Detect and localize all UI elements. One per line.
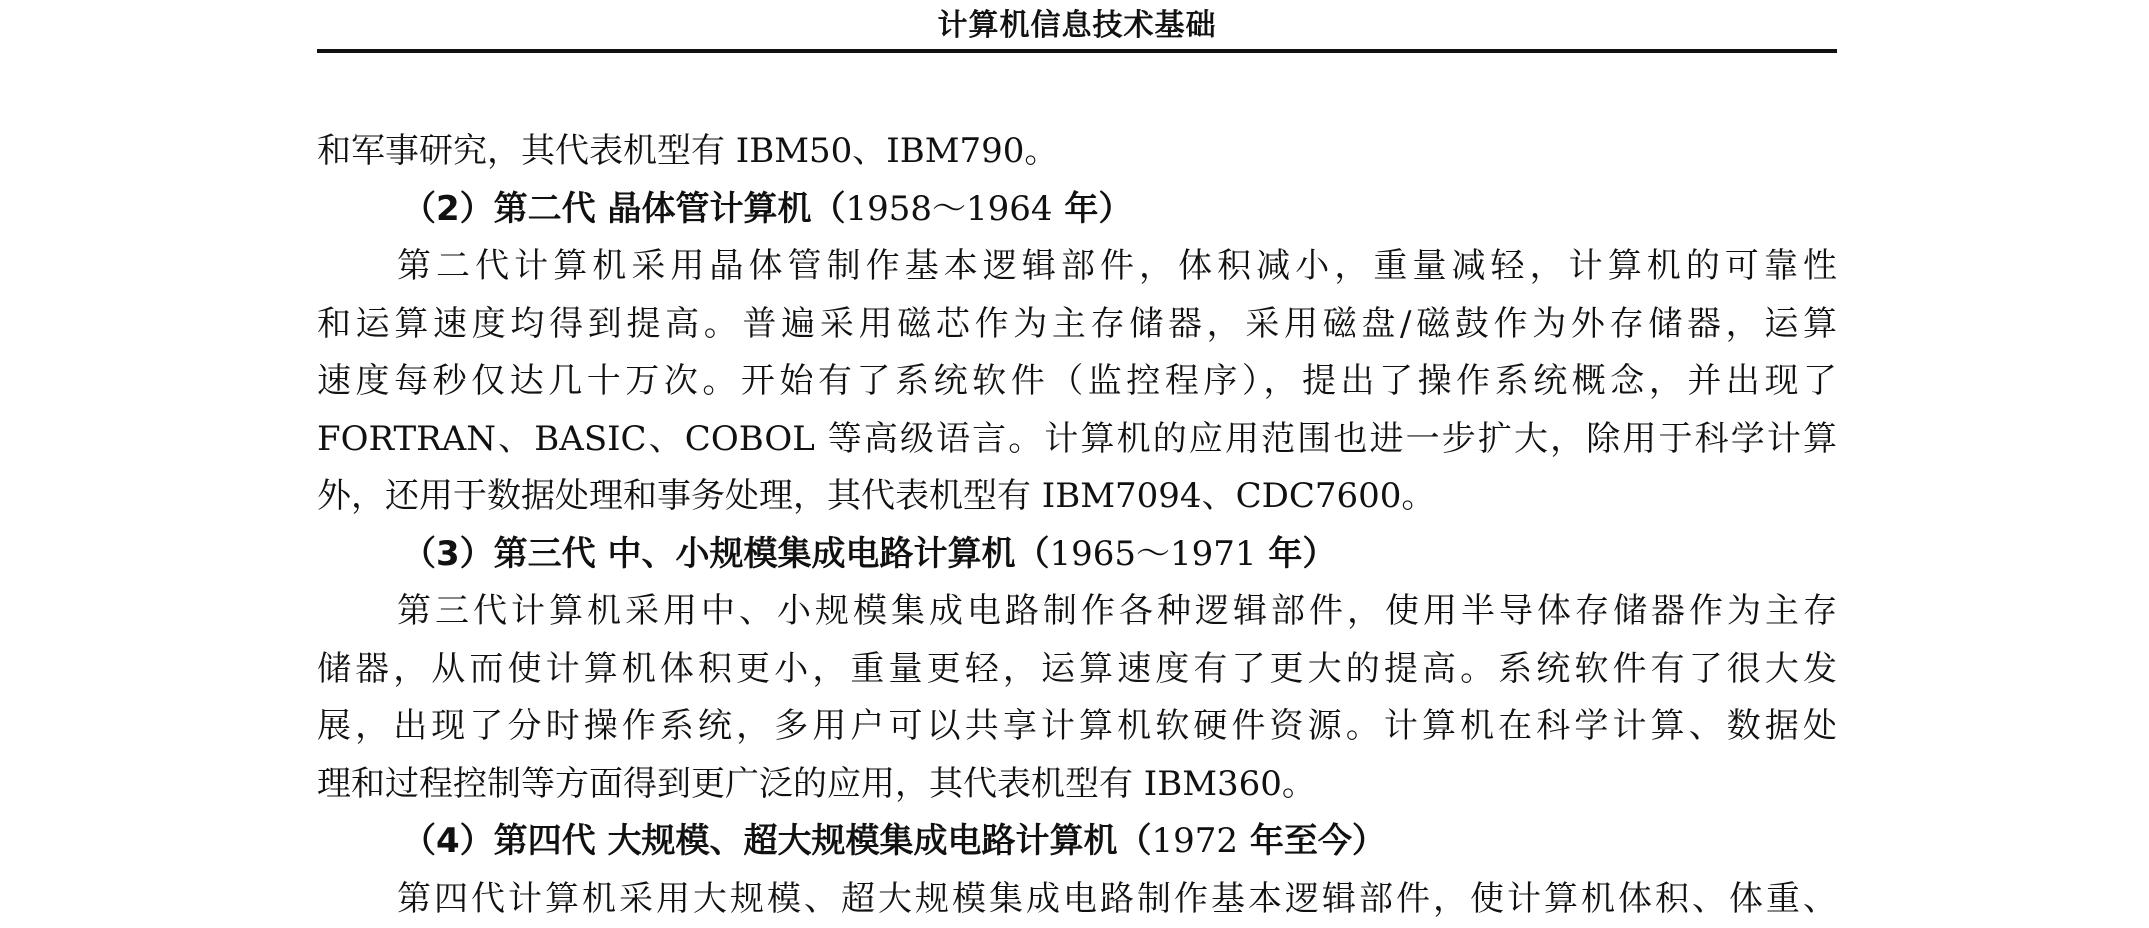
heading-years: 1972 bbox=[1152, 821, 1239, 861]
paragraph-line: 第二代计算机采用晶体管制作基本逻辑部件，体积减小，重量减轻，计算机的可靠性 bbox=[317, 238, 1837, 296]
paragraph-line: 储器，从而使计算机体积更小，重量更轻，运算速度有了更大的提高。系统软件有了很大发 bbox=[317, 641, 1837, 699]
paragraph-line: 外，还用于数据处理和事务处理，其代表机型有 IBM7094、CDC7600。 bbox=[317, 468, 1837, 526]
paragraph-line: 速度每秒仅达几十万次。开始有了系统软件（监控程序），提出了操作系统概念，并出现了 bbox=[317, 353, 1837, 411]
heading-label: （3）第三代 中、小规模集成电路计算机（ bbox=[402, 534, 1050, 574]
section-heading-gen3 bbox=[317, 526, 1837, 584]
paragraph-line: 理和过程控制等方面得到更广泛的应用，其代表机型有 IBM360。 bbox=[317, 756, 1837, 814]
paragraph-line: 和运算速度均得到提高。普遍采用磁芯作为主存储器，采用磁盘/磁鼓作为外存储器，运算 bbox=[317, 296, 1837, 354]
body-text bbox=[317, 123, 1837, 928]
heading-years: 1965～1971 bbox=[1050, 534, 1257, 574]
header-rule bbox=[317, 49, 1837, 53]
paragraph-line: 第四代计算机采用大规模、超大规模集成电路制作基本逻辑部件，使计算机体积、体重、 bbox=[317, 871, 1837, 928]
heading-label: （4）第四代 大规模、超大规模集成电路计算机（ bbox=[402, 821, 1152, 861]
heading-suffix: 年至今） bbox=[1238, 821, 1386, 861]
heading-suffix: 年） bbox=[1257, 534, 1337, 574]
section-heading-gen4 bbox=[317, 813, 1837, 871]
paragraph-line: FORTRAN、BASIC、COBOL 等高级语言。计算机的应用范围也进一步扩大，除用于科学计算 bbox=[317, 411, 1837, 469]
heading-suffix: 年） bbox=[1053, 189, 1133, 229]
heading-label: （2）第二代 晶体管计算机（ bbox=[402, 189, 846, 229]
paragraph-line: 第三代计算机采用中、小规模集成电路制作各种逻辑部件，使用半导体存储器作为主存 bbox=[317, 583, 1837, 641]
paragraph-line: 展，出现了分时操作系统，多用户可以共享计算机软硬件资源。计算机在科学计算、数据处 bbox=[317, 698, 1837, 756]
heading-years: 1958～1964 bbox=[846, 189, 1053, 229]
running-header: 计算机信息技术基础 bbox=[317, 6, 1837, 46]
paragraph-line: 和军事研究，其代表机型有 IBM50、IBM790。 bbox=[317, 123, 1837, 181]
section-heading-gen2 bbox=[317, 181, 1837, 239]
